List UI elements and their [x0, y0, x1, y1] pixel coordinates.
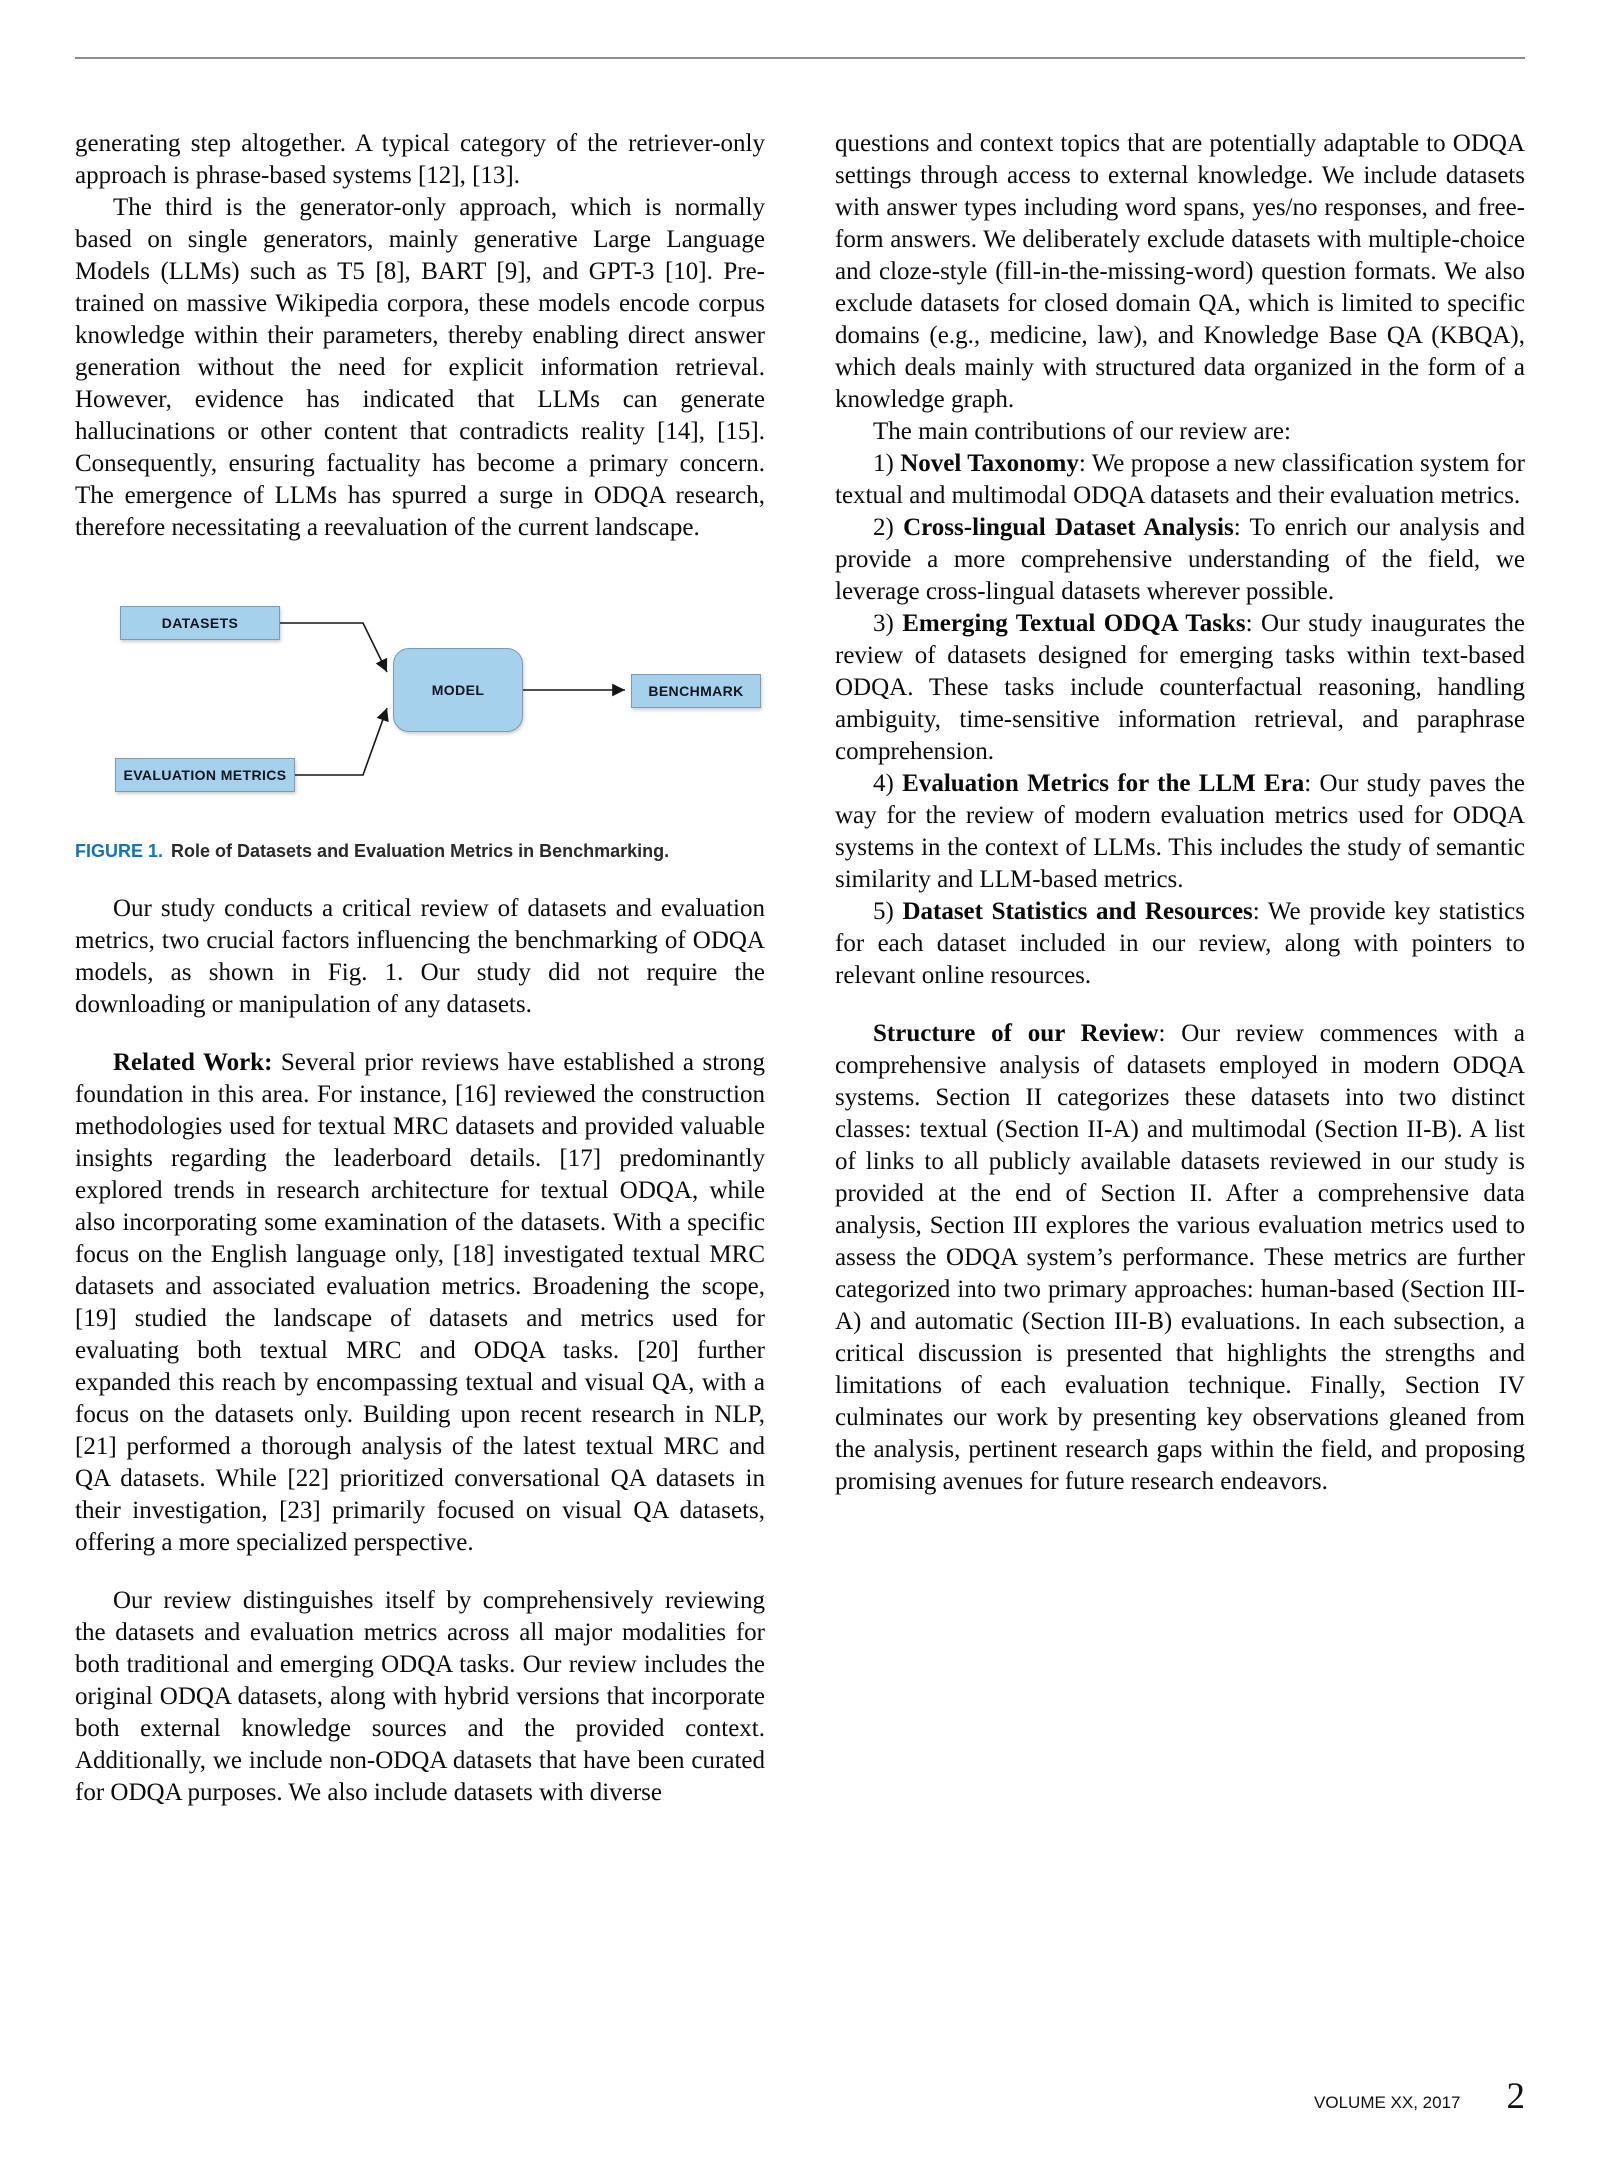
figure-caption: [75, 839, 765, 863]
right-column: [835, 128, 1525, 1809]
diagram-box-datasets: DATASETS: [120, 606, 280, 640]
contribution-title: Evaluation Metrics for the LLM Era: [902, 770, 1305, 797]
contribution-title: Cross-lingual Dataset Analysis: [903, 514, 1234, 541]
structure-text: : Our review commences with a comprehensive analysis of datasets employed in modern ODQA systems. Section II categorizes these datasets into two distinct classes: textual (Section II-A) and multimodal (Section II-B). A list of links to all publicly available datasets reviewed in our study is provided at the end of Section II. After a comprehensive data analysis, Section III explores the various evaluation metrics used to assess the ODQA system’s performance. These metrics are further categorized into two primary approaches: human-based (Section III-A) and automatic (Section III-B) evaluations. In each subsection, a critical discussion is presented that highlights the strengths and limitations of each evaluation technique. Finally, Section IV culminates our work by presenting key observations gleaned from the analysis, pertinent research gaps within the field, and proposing promising avenues for future research endeavors.: [835, 1020, 1526, 1495]
contribution-item-3: [835, 608, 1525, 768]
left-column: [75, 128, 765, 1809]
contribution-number: 5): [873, 898, 903, 925]
page-footer: [1314, 2075, 1525, 2118]
paragraph-structure-of-review: [835, 1018, 1525, 1498]
paragraph-review-distinguishes: Our review distinguishes itself by comprehensively reviewing the datasets and evaluation metrics across all major modalities for both traditional and emerging ODQA tasks. Our review includes the original ODQA datasets, along with hybrid versions that incorporate both external knowledge sources and the provided context. Additionally, we include non-ODQA datasets that have been curated for ODQA purposes. We also include datasets with diverse: [75, 1587, 765, 1806]
paragraph-scope: questions and context topics that are potentially adaptable to ODQA settings through access to external knowledge. We include datasets with answer types including word spans, yes/no responses, and free-form answers. We deliberately exclude datasets with multiple-choice and cloze-style (fill-in-the-missing-word) question formats. We also exclude datasets for closed domain QA, which is limited to specific domains (e.g., medicine, law), and Knowledge Base QA (KBQA), which deals mainly with structured data organized in the form of a knowledge graph.: [835, 130, 1525, 413]
paragraph-contributions-intro: The main contributions of our review are:: [873, 418, 1291, 445]
contribution-title: Dataset Statistics and Resources: [902, 898, 1253, 925]
related-work-text: Several prior reviews have established a strong foundation in this area. For instance, [16] reviewed the construction methodologies used for textual MRC datasets and provided valuable insights regarding the leaderboard details. [17] predominantly explored trends in research architecture for textual ODQA, while also incorporating some examination of the datasets. With a specific focus on the English language only, [18] investigated textual MRC datasets and associated evaluation metrics. Broadening the scope, [19] studied the landscape of datasets and metrics used for evaluating both textual MRC and ODQA tasks. [20] further expanded this reach by encompassing textual and visual QA, with a focus on the datasets only. Building upon recent research in NLP, [21] performed a thorough analysis of the latest textual MRC and QA datasets. While [22] prioritized conversational QA datasets in their investigation, [23] primarily focused on visual QA datasets, offering a more specialized perspective.: [75, 1049, 765, 1556]
figure-caption-label: FIGURE 1.: [75, 841, 164, 861]
contribution-number: 4): [873, 770, 903, 797]
contribution-text: : Our study inaugurates the review of datasets designed for emerging tasks within text-based ODQA. These tasks include counterfactual reasoning, handling ambiguity, time-sensitive information retrieval, and paraphrase comprehension.: [835, 610, 1526, 765]
journal-volume-info: VOLUME XX, 2017: [1314, 2093, 1461, 2112]
figure-1: [75, 596, 765, 863]
contribution-number: 3): [873, 610, 903, 637]
contribution-text: : Our study paves the way for the review of modern evaluation metrics used for ODQA systems in the context of LLMs. This includes the study of semantic similarity and LLM-based metrics.: [835, 770, 1525, 893]
contribution-title: Novel Taxonomy: [900, 450, 1079, 477]
benchmarking-diagram: [75, 596, 765, 811]
structure-label: Structure of our Review: [873, 1020, 1159, 1047]
paragraph-retriever-only: generating step altogether. A typical category of the retriever-only approach is phrase-based systems [12], [13].: [75, 130, 765, 189]
contribution-item-2: [835, 512, 1525, 608]
related-work-label: Related Work:: [113, 1049, 273, 1076]
diagram-box-benchmark: BENCHMARK: [631, 674, 761, 708]
header-rule: [75, 57, 1525, 59]
page-number: 2: [1506, 2076, 1525, 2117]
two-column-body: [75, 128, 1525, 1809]
contribution-text: : To enrich our analysis and provide a more comprehensive understanding of the field, we leverage cross-lingual datasets wherever possible.: [835, 514, 1525, 605]
paragraph-related-work: [75, 1047, 765, 1559]
contribution-item-1: [835, 448, 1525, 512]
contribution-number: 1): [873, 450, 901, 477]
contribution-text: : We provide key statistics for each dataset included in our review, along with pointers to relevant online resources.: [835, 898, 1525, 989]
contribution-item-5: [835, 896, 1525, 992]
contribution-title: Emerging Textual ODQA Tasks: [902, 610, 1246, 637]
contribution-text: : We propose a new classification system for textual and multimodal ODQA datasets and their evaluation metrics.: [835, 450, 1525, 509]
paragraph-generator-only: The third is the generator-only approach, which is normally based on single generators, mainly generative Large Language Models (LLMs) such as T5 [8], BART [9], and GPT-3 [10]. Pre-trained on massive Wikipedia corpora, these models encode corpus knowledge within their parameters, thereby enabling direct answer generation without the need for explicit information retrieval. However, evidence has indicated that LLMs can generate hallucinations or other content that contradicts reality [14], [15]. Consequently, ensuring factuality has become a primary concern. The emergence of LLMs has spurred a surge in ODQA research, therefore necessitating a reevaluation of the current landscape.: [75, 194, 765, 541]
diagram-box-evaluation-metrics: EVALUATION METRICS: [115, 758, 295, 792]
contribution-item-4: [835, 768, 1525, 896]
diagram-box-model: MODEL: [393, 648, 523, 732]
contribution-number: 2): [873, 514, 904, 541]
figure-caption-text: Role of Datasets and Evaluation Metrics in Benchmarking.: [171, 841, 670, 861]
paragraph-our-study: Our study conducts a critical review of datasets and evaluation metrics, two crucial factors influencing the benchmarking of ODQA models, as shown in Fig. 1. Our study did not require the downloading or manipulation of any datasets.: [75, 895, 765, 1018]
